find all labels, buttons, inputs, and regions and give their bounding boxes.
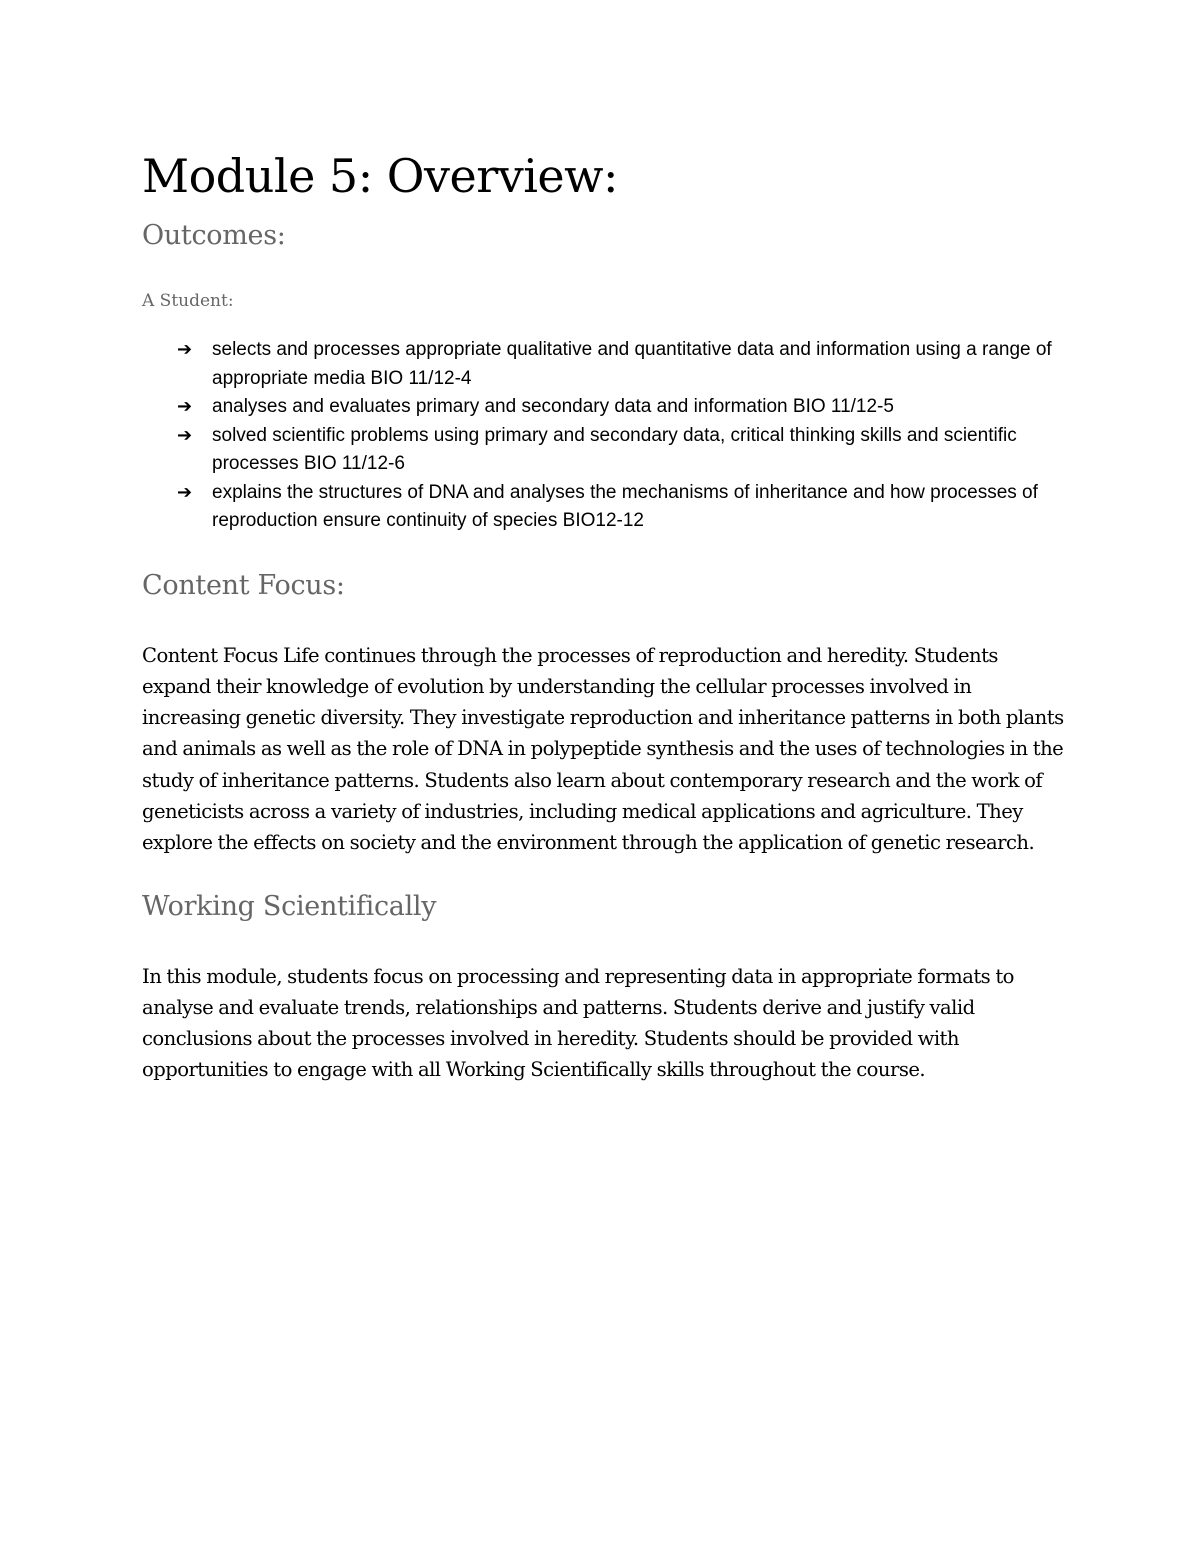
list-item (142, 336, 1067, 393)
outcomes-heading: Outcomes: (142, 220, 286, 251)
outcomes-list (142, 336, 1067, 536)
list-item-text: analyses and evaluates primary and secondary data and information BIO 11/12-5 (212, 396, 894, 417)
page-title: Module 5: Overview: (142, 149, 619, 203)
working-scientifically-heading: Working Scientifically (142, 890, 437, 922)
outcomes-subheading: A Student: (142, 291, 234, 311)
list-item (142, 393, 1067, 422)
arrow-right-icon: ➔ (177, 339, 193, 360)
list-item-text: selects and processes appropriate qualitative and quantitative data and information using a range of appropriate media BIO 11/12-4 (212, 339, 1052, 389)
list-item (142, 479, 1067, 536)
arrow-right-icon: ➔ (177, 424, 193, 446)
working-scientifically-paragraph: In this module, students focus on processing and representing data in appropriate formats to analyse and evaluate trends, relationships and patterns. Students derive and justify valid conclusions about the processes involved in heredity. Students should be provided with opportunities to engage with all Working Scientifically skills throughout the course. (142, 964, 1014, 1082)
list-item-text: explains the structures of DNA and analyses the mechanisms of inheritance and how processes of reproduction ensure continuity of species BIO12-12 (212, 481, 1038, 531)
content-focus-heading: Content Focus: (142, 569, 345, 601)
arrow-right-icon: ➔ (177, 481, 193, 503)
arrow-right-icon: ➔ (177, 396, 193, 417)
list-item-text: solved scientific problems using primary and secondary data, critical thinking skills and scientific processes BIO 11/12-6 (212, 424, 1017, 474)
document-content (142, 140, 1067, 1086)
list-item (142, 422, 1067, 479)
content-focus-paragraph: Content Focus Life continues through the processes of reproduction and heredity. Students expand their knowledge of evolution by understanding the cellular processes involved in increasing genetic diversity. They investigate reproduction and inheritance patterns in both plants and animals as well as the role of DNA in polypeptide synthesis and the uses of technologies in the study of inheritance patterns. Students also learn about contemporary research and the work of geneticists across a variety of industries, including medical applications and agriculture. They explore the effects on society and the environment through the application of genetic research. (142, 643, 1064, 855)
